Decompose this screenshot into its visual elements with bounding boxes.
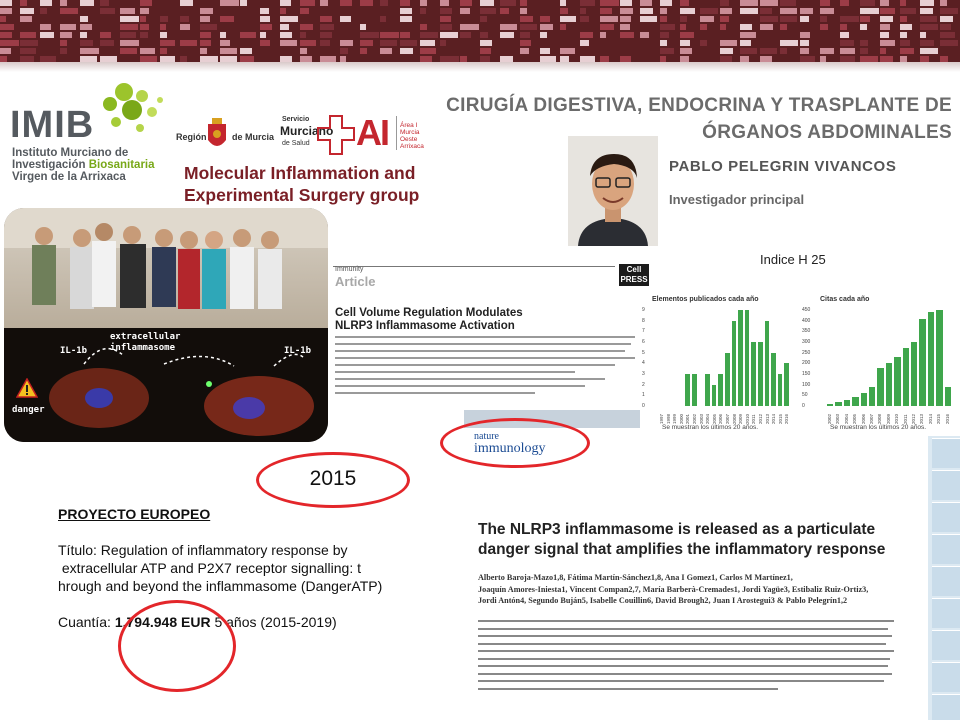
x-tick-label: 2004 [843,413,849,424]
x-tick-label: 2014 [927,413,933,424]
chart-bar [877,368,883,406]
highlight-ellipse-journal [440,418,590,468]
region-murcia-label: de Murcia [232,132,275,142]
chart-bar [894,357,900,406]
x-tick-label: 2005 [852,413,858,424]
danger-label: danger [12,405,45,415]
article-journal: Immunity [335,266,364,273]
sms-logo [276,114,356,158]
x-tick-label: 2011 [751,414,757,424]
y-tick-label: 100 [802,381,811,388]
x-tick-label: 2007 [869,413,874,424]
group-title: Molecular Inflammation and Experimental Surgery group [184,163,420,205]
y-tick-label: 0 [802,403,805,409]
chart-bar [945,387,951,406]
team-photo [4,208,328,442]
sms-label-top: Servicio [282,116,310,123]
region-label: Región [176,132,207,142]
y-tick-label: 5 [642,349,645,356]
chart-bar [784,363,789,406]
x-tick-label: 2003 [698,413,704,424]
y-tick-label: 3 [642,371,645,377]
chart-bar [692,374,697,406]
pi-portrait-image [568,136,658,246]
highlight-ellipse-funding [118,600,236,692]
imib-dots-icon [90,82,170,142]
x-tick-label: 2010 [744,413,750,424]
project-title-line-1: Título: Regulation of inflammatory response by [58,542,348,558]
chart-bar [738,310,743,406]
x-tick-label: 2008 [731,413,737,424]
y-tick-label: 250 [802,349,811,356]
y-tick-label: 350 [802,328,811,335]
chart-footer: Se muestran los últimos 20 años. [830,424,927,431]
immunology-label: immunology [474,441,546,456]
sms-label-bottom: de Salud [282,140,310,147]
department-title: CIRUGÍA DIGESTIVA, ENDOCRINA Y TRASPLANTE DE ÓRGANOS ABDOMINALES [446,95,952,143]
chart-bar [936,310,942,406]
side-decorative-panel [928,436,960,720]
y-tick-label: 150 [802,371,811,377]
chart-bar [861,393,867,406]
banner-divider [0,62,960,72]
project-block [58,505,478,631]
y-tick-label: 2 [642,381,645,388]
immunity-article [333,264,650,410]
y-tick-label: 0 [642,403,645,409]
funding-amount: 1.794.948 EUR [114,614,211,630]
x-tick-label: 2012 [911,413,916,424]
nature-immunology-paper [476,510,896,695]
x-tick-label: 2010 [894,413,900,424]
il1b-left-label: IL-1b [60,346,88,356]
extracellular-label: extracellular [110,332,181,342]
x-tick-label: 2016 [784,413,790,424]
x-tick-label: 2012 [758,413,763,424]
chart-bar [751,342,756,406]
x-tick-label: 2000 [678,413,684,424]
x-tick-label: 1999 [672,413,678,424]
x-tick-label: 2006 [860,413,866,424]
chart-title: Citas cada año [820,296,870,303]
chart-bar [712,385,717,406]
region-murcia-logo [176,116,274,156]
x-tick-label: 2004 [705,413,711,424]
paper-abstract-lines [478,620,894,695]
h-index: Indice H 25 [760,252,826,267]
x-tick-label: 2009 [738,413,744,424]
x-tick-label: 2009 [885,413,891,424]
imib-logo [10,82,180,182]
x-tick-label: 1998 [665,413,671,424]
project-title-line-2: extracellular ATP and P2X7 receptor signalling: t [58,560,361,576]
x-tick-label: 2008 [877,413,883,424]
warning-icon [16,378,38,398]
paper-authors: Alberto Baroja-Mazo1,8, Fátima Martín-Sánchez1,8, Ana I Gomez1, Carlos M Martínez1, Joaquín Amores-Iniesta1, Vincent Compan2,7, María Barberà-Cremades1, Jordi Yagüe3, Estibaliz Ruiz-Ortiz3, Jordi Antón4, Segundo Buján5, Isabelle Couillin6, David Brough2, Juan I Arostegui3 & Pablo Pelegrín1,2 [478,573,869,606]
citation-charts [640,294,960,436]
chart-bar [765,321,770,406]
y-tick-label: 200 [802,360,811,367]
y-tick-label: 400 [802,317,811,324]
chart-bar [732,321,737,406]
area-i-mark: AI [356,112,388,153]
chart-bar [745,310,750,406]
y-tick-label: 300 [802,339,811,345]
x-tick-label: 2006 [718,413,724,424]
pi-portrait [568,136,658,246]
pi-name: PABLO PELEGRIN VIVANCOS [669,158,897,175]
decorative-banner [0,0,960,62]
x-tick-label: 2013 [764,413,770,424]
chart-bar [886,363,892,406]
chart-bar [725,353,730,406]
chart-bar [844,400,850,406]
chart-bar [705,374,710,406]
x-tick-label: 2003 [835,413,841,424]
chart-bar [718,374,723,406]
y-tick-label: 50 [802,392,808,399]
chart-bar [852,397,858,406]
x-tick-label: 2011 [902,414,908,424]
team-people-image [4,208,328,328]
y-tick-label: 6 [642,339,645,345]
chart-bar [758,342,763,406]
area-i-label: Área I Murcia Oeste Arrixaca [400,122,424,150]
imib-subtitle: Instituto Murciano de Investigación Biosanitaria Virgen de la Arrixaca [12,147,155,183]
chart-bar [827,404,833,406]
x-tick-label: 2015 [936,413,942,424]
x-tick-label: 2001 [685,413,691,424]
article-title: Cell Volume Regulation Modulates NLRP3 Inflammasome Activation [335,307,523,332]
project-heading: PROYECTO EUROPEO [58,506,211,522]
imib-wordmark: IMIB [10,104,95,146]
y-tick-label: 1 [642,392,645,399]
chart-bar [685,374,690,406]
y-tick-label: 450 [802,307,811,313]
x-tick-label: 2005 [711,413,717,424]
pi-role: Investigador principal [669,192,805,207]
paper-title: The NLRP3 inflammasome is released as a particulate danger signal that amplifies the inflammatory response [478,521,886,558]
article-author-lines [335,336,635,399]
chart-bar [928,312,934,406]
x-tick-label: 2014 [771,413,777,424]
chart-bar [869,387,875,406]
chart-bar [835,402,841,406]
x-tick-label: 2002 [692,413,697,424]
x-tick-label: 2007 [725,413,730,424]
project-funding: Cuantía: 1.794.948 EUR 5 años (2015-2019) [58,614,337,630]
nature-label: nature [474,431,499,442]
y-tick-label: 9 [642,307,645,313]
x-tick-label: 2016 [944,413,950,424]
project-title-line-3: hrough and beyond the inflammasome (DangerATP) [58,578,383,594]
chart-bar [903,348,909,406]
chart-bar [911,342,917,406]
chart-bar [771,353,776,406]
sms-cross-icon [316,114,356,158]
y-tick-label: 8 [642,317,645,324]
article-type: Article [335,274,376,289]
sms-label-main: Murciano [280,124,334,138]
il1b-right-label: IL-1b [284,346,312,356]
inflammasome-label: inflammasome [110,343,176,353]
x-tick-label: 2002 [827,413,832,424]
x-tick-label: 2013 [919,413,925,424]
coat-of-arms-icon [206,116,228,152]
cell-press-logo: Cell PRESS [620,265,648,284]
chart-bar [778,374,783,406]
chart-bar [919,319,925,406]
x-tick-label: 2015 [777,413,783,424]
chart-footer: Se muestran los últimos 20 años. [662,424,759,431]
y-tick-label: 7 [642,328,645,335]
x-tick-label: 1997 [659,413,664,424]
year-label: 2015 [309,467,357,490]
y-tick-label: 4 [642,360,645,367]
chart-title: Elementos publicados cada año [652,296,759,303]
